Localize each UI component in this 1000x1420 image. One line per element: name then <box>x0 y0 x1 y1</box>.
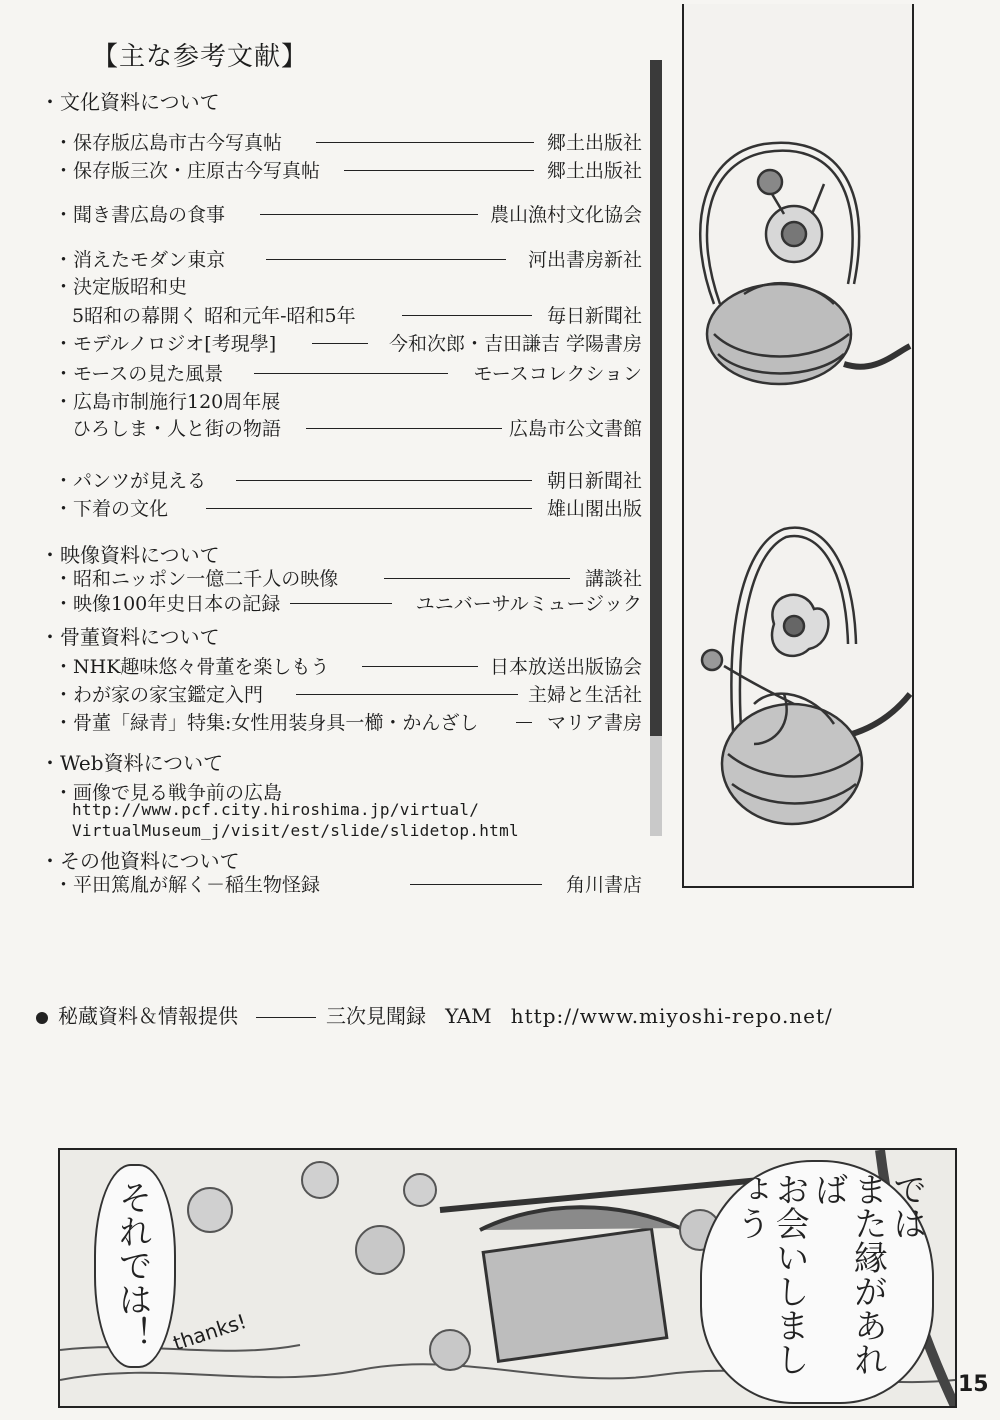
reference-item <box>54 708 642 736</box>
thanks-text: thanks! <box>170 1308 250 1356</box>
reference-item <box>54 156 642 184</box>
reference-title: ・下着の文化 <box>54 498 169 520</box>
reference-title: ・画像で見る戦争前の広島 <box>54 782 283 804</box>
reference-publisher: 郷土出版社 <box>546 132 642 154</box>
flower-basket-illustration <box>684 4 912 886</box>
reference-item <box>54 466 642 494</box>
reference-item <box>54 245 642 273</box>
reference-item <box>54 652 642 680</box>
reference-publisher: 農山漁村文化協会 <box>489 204 642 226</box>
speech-line-2: また縁があれば <box>808 1172 888 1376</box>
reference-publisher: 講談社 <box>584 568 642 590</box>
reference-item <box>54 494 642 522</box>
speech-line-3: お会いしましょう <box>730 1172 810 1376</box>
reference-publisher: 広島市公文書館 <box>508 418 642 440</box>
reference-publisher: モースコレクション <box>473 363 642 385</box>
reference-title: ・昭和ニッポン一億二千人の映像 <box>54 568 339 590</box>
reference-title: ・決定版昭和史 <box>54 276 188 298</box>
reference-title: ・映像100年史日本の記録 <box>54 593 281 615</box>
speech-bubble-right <box>730 1172 925 1392</box>
reference-item <box>54 272 642 300</box>
comic-panel <box>58 1148 957 1408</box>
decorative-bar-dark <box>650 60 662 736</box>
section-video: ・映像資料について <box>40 543 220 567</box>
reference-url-line[interactable]: VirtualMuseum_j/visit/est/slide/slidetop.html <box>72 821 519 840</box>
reference-title: ・聞き書広島の食事 <box>54 204 226 226</box>
reference-item <box>54 359 642 387</box>
reference-item <box>54 200 642 228</box>
reference-publisher: 朝日新聞社 <box>546 470 642 492</box>
credit-name: YAM <box>445 1004 492 1028</box>
reference-item <box>54 387 642 415</box>
reference-title: ・骨董「緑青」特集:女性用装身具一櫛・かんざし <box>54 712 479 734</box>
reference-item <box>54 680 642 708</box>
credit-label: 秘蔵資料＆情報提供 <box>58 1004 238 1028</box>
reference-item <box>54 564 642 592</box>
reference-publisher: 雄山閣出版 <box>546 498 642 520</box>
reference-item <box>54 589 642 617</box>
illustration-panel <box>682 4 914 888</box>
reference-publisher: 毎日新聞社 <box>546 305 642 327</box>
reference-url-line[interactable]: http://www.pcf.city.hiroshima.jp/virtual/ <box>72 800 480 819</box>
reference-publisher: ユニバーサルミュージック <box>415 593 642 615</box>
reference-publisher: 郷土出版社 <box>546 160 642 182</box>
reference-item <box>54 414 642 442</box>
bullet-icon <box>36 1012 48 1024</box>
section-web: ・Web資料について <box>40 751 224 775</box>
reference-title: 5昭和の幕開く 昭和元年-昭和5年 <box>72 305 356 327</box>
reference-item <box>54 870 642 898</box>
credit-line <box>36 1000 833 1029</box>
reference-item <box>54 128 642 156</box>
reference-publisher: 角川書店 <box>565 874 642 896</box>
speech-bubble-left: それでは！ <box>112 1180 153 1350</box>
reference-publisher: 主婦と生活社 <box>527 684 642 706</box>
reference-title: ・広島市制施行120周年展 <box>54 391 281 413</box>
credit-url[interactable]: http://www.miyoshi-repo.net/ <box>510 1004 833 1028</box>
page-title: 【主な参考文献】 <box>92 42 309 72</box>
decorative-bar-light <box>650 736 662 836</box>
page-number: 15 <box>958 1372 989 1397</box>
reference-title: ・NHK趣味悠々骨董を楽しもう <box>54 656 330 678</box>
reference-title: ・保存版広島市古今写真帖 <box>54 132 283 154</box>
reference-title: ・パンツが見える <box>54 470 207 492</box>
speech-line-1: では <box>886 1172 927 1240</box>
reference-publisher: 河出書房新社 <box>527 249 642 271</box>
section-other: ・その他資料について <box>40 849 240 873</box>
reference-title: ・わが家の家宝鑑定入門 <box>54 684 264 706</box>
reference-publisher: 日本放送出版協会 <box>489 656 642 678</box>
reference-publisher: 今和次郎・吉田謙吉 学陽書房 <box>388 333 642 355</box>
reference-title: ・消えたモダン東京 <box>54 249 226 271</box>
reference-title: ・保存版三次・庄原古今写真帖 <box>54 160 321 182</box>
section-culture: ・文化資料について <box>40 90 220 114</box>
reference-publisher: マリア書房 <box>546 712 642 734</box>
reference-title: ひろしま・人と街の物語 <box>72 418 282 440</box>
section-antiques: ・骨董資料について <box>40 625 220 649</box>
reference-title: ・モデルノロジオ[考現學] <box>54 333 277 355</box>
reference-title: ・モースの見た風景 <box>54 363 224 385</box>
reference-item <box>54 301 642 329</box>
reference-title: ・平田篤胤が解く－稲生物怪録 <box>54 874 321 896</box>
credit-source: 三次見聞録 <box>326 1004 426 1028</box>
reference-item <box>54 329 642 357</box>
